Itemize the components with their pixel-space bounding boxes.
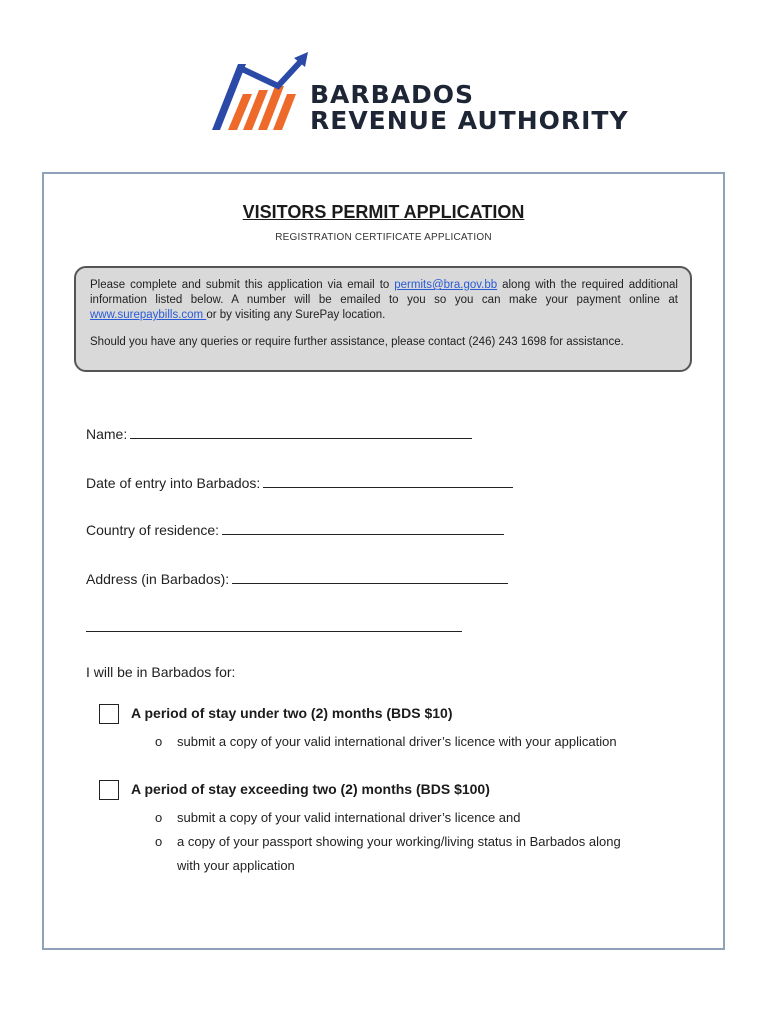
form-subtitle: REGISTRATION CERTIFICATE APPLICATION: [275, 232, 492, 243]
country-label: Country of residence:: [86, 522, 220, 538]
address-field: [86, 569, 508, 587]
address-label: Address (in Barbados):: [86, 571, 230, 587]
bullet-text: submit a copy of your valid international driver’s licence with your application: [177, 734, 617, 749]
exceeding-two-months-checkbox[interactable]: [99, 780, 119, 800]
logo-line-2: REVENUE AUTHORITY: [310, 106, 629, 135]
exceeding-two-months-bullet-1: [155, 810, 520, 825]
stay-label: I will be in Barbados for:: [86, 664, 236, 680]
name-input-line[interactable]: [130, 424, 472, 439]
address-line-2-field: [86, 617, 462, 635]
exceeding-two-months-bullet-2-continuation: with your application: [177, 858, 295, 873]
instructions-text-a: Please complete and submit this application via email to: [90, 279, 395, 291]
exceeding-two-months-bullet-2: [155, 834, 621, 849]
bullet-text: submit a copy of your valid international driver’s licence and: [177, 810, 521, 825]
website-link[interactable]: www.surepaybills.com: [90, 309, 207, 321]
address-input-line[interactable]: [232, 569, 508, 584]
email-link[interactable]: permits@bra.gov.bb: [394, 279, 498, 291]
contact-paragraph: Should you have any queries or require further assistance, please contact (246) 243 1698 for assistance.: [90, 336, 624, 348]
address-line-2-input-line[interactable]: [86, 617, 462, 632]
form-frame: [42, 172, 725, 950]
bullet-mark: o: [155, 810, 163, 825]
bullet-text: a copy of your passport showing your working/living status in Barbados along: [177, 834, 621, 849]
exceeding-two-months-label: A period of stay exceeding two (2) months (BDS $100): [131, 781, 490, 797]
logo-line-1: BARBADOS: [310, 80, 475, 109]
instructions-paragraph: [90, 278, 678, 323]
instructions-text-c: or by visiting any SurePay location.: [206, 309, 386, 321]
country-field: [86, 520, 504, 538]
country-input-line[interactable]: [222, 520, 504, 535]
bullet-mark: o: [155, 734, 163, 749]
bra-logo-graphic: [208, 50, 308, 134]
bullet-mark: o: [155, 834, 163, 849]
instructions-text-b: along with the required additional information listed below. A number will be emailed to you so you can make your payment online at: [90, 279, 678, 306]
under-two-months-checkbox[interactable]: [99, 704, 119, 724]
bra-logo: [208, 50, 629, 140]
under-two-months-label: A period of stay under two (2) months (BDS $10): [131, 705, 453, 721]
logo-wordmark: [310, 82, 629, 134]
date-of-entry-label: Date of entry into Barbados:: [86, 475, 261, 491]
instructions-box: [74, 266, 692, 372]
date-of-entry-field: [86, 473, 513, 491]
date-of-entry-input-line[interactable]: [263, 473, 513, 488]
form-title: VISITORS PERMIT APPLICATION: [242, 202, 525, 222]
name-field: [86, 424, 472, 442]
under-two-months-bullet-1: [155, 734, 617, 749]
name-label: Name:: [86, 426, 128, 442]
